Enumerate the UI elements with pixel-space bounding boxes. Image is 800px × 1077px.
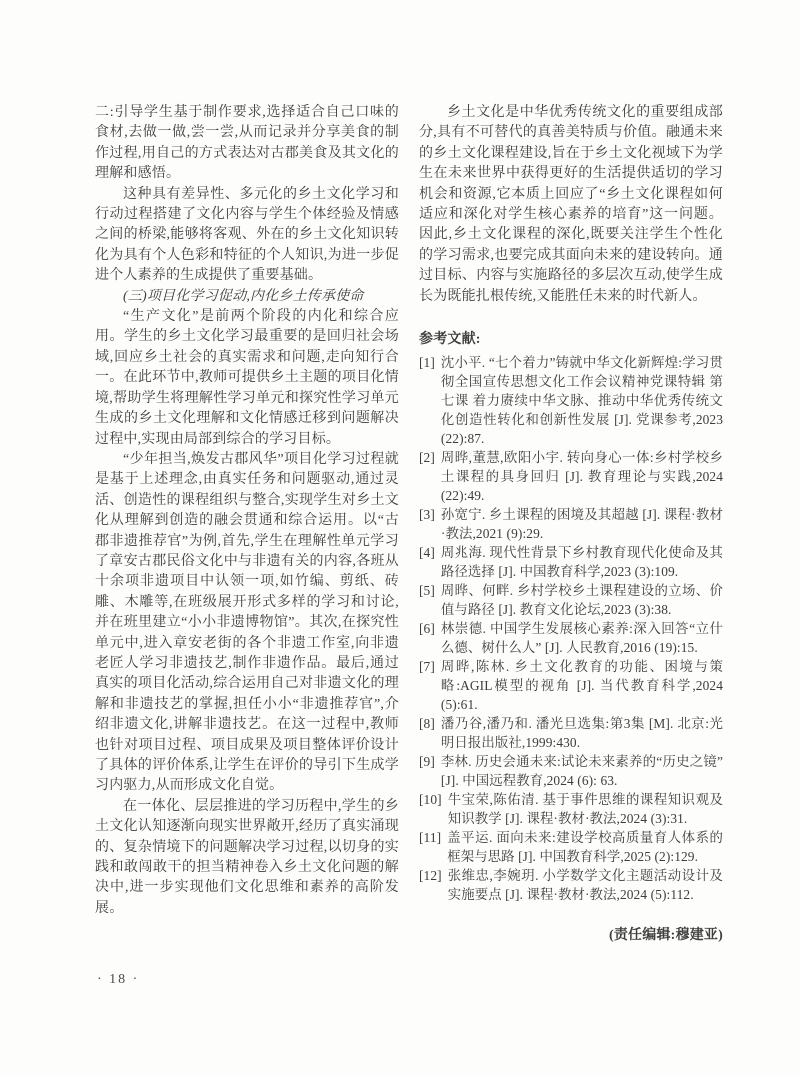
right-column [419,103,723,947]
two-column-layout [95,103,723,947]
reference-label: [3] [419,507,435,523]
reference-item [419,619,723,657]
reference-text: 沈小平. “七个着力”铸就中华文化新辉煌:学习贯彻全国宣传思想文化工作会议精神党课特辑 第七课 着力赓续中华文脉、推动中华优秀传统文化创造性转化和创新性发展 [J]. 党课参考,2023 (22):87. [440,355,723,447]
reference-text: 周兆海. 现代性背景下乡村教育现代化使命及其路径选择 [J]. 中国教育科学,2023 (3):109. [440,545,723,580]
reference-text: 李林. 历史会通未来:试论未来素养的“历史之镜” [J]. 中国远程教育,2024 (6): 63. [440,754,723,789]
reference-item [419,752,723,790]
paragraph: 这种具有差异性、多元化的乡土文化学习和行动过程搭建了文化内容与学生个体经验及情感之间的桥梁,能够将客观、外在的乡土文化知识转化为具有个人色彩和特征的个人知识,为进一步促进个人素养的生成提供了重要基础。 [95,186,399,284]
reference-label: [6] [419,621,435,637]
reference-item [419,714,723,752]
reference-text: 孙宽宁. 乡土课程的困境及其超越 [J]. 课程·教材·教法,2021 (9):29. [440,507,723,542]
reference-label: [4] [419,545,435,561]
reference-item [419,353,723,448]
reference-label: [5] [419,583,435,599]
reference-text: 张维忠,李婉玥. 小学数学文化主题活动设计及实施要点 [J]. 课程·教材·教法,2024 (5):112. [447,868,723,903]
reference-text: 周晔、何畔. 乡村学校乡土课程建设的立场、价值与路径 [J]. 教育文化论坛,2023 (3):38. [440,583,723,618]
editor-note: (责任编辑:穆建亚) [609,928,723,944]
reference-text: 周晔,陈林. 乡土文化教育的功能、困境与策略:AGIL模型的视角 [J]. 当代教育科学,2024 (5):61. [440,659,723,713]
reference-item [419,505,723,543]
reference-text: 盖平运. 面向未来:建设学校高质量育人体系的框架与思路 [J]. 中国教育科学,2025 (2):129. [447,830,723,865]
reference-label: [8] [419,716,435,732]
paragraph: “生产文化”是前两个阶段的内化和综合应用。学生的乡土文化学习最重要的是回归社会场域,回应乡土社会的真实需求和问题,走向知行合一。在此环节中,教师可提供乡土主题的项目化情境,帮助学生将理解性学习单元和探究性学习单元生成的乡土文化理解和文化情感迁移到问题解决过程中,实现由局部到综合的学习目标。 [95,309,399,447]
reference-text: 牛宝荣,陈佑清. 基于事件思维的课程知识观及知识教学 [J]. 课程·教材·教法,2024 (3):31. [447,792,723,827]
reference-text: 周晔,董慧,欧阳小宇. 转向身心一体:乡村学校乡土课程的具身回归 [J]. 教育理论与实践,2024 (22):49. [440,450,723,504]
reference-item [419,543,723,581]
paragraph: 二:引导学生基于制作要求,选择适合自己口味的食材,去做一做,尝一尝,从而记录并分享美食的制作过程,用自己的方式表达对古郡美食及其文化的理解和感悟。 [95,105,399,182]
reference-label: [2] [419,450,435,466]
reference-item [419,657,723,714]
reference-text: 潘乃谷,潘乃和. 潘光旦选集:第3集 [M]. 北京:光明日报出版社,1999:430. [440,716,723,751]
reference-label: [12] [419,868,442,884]
reference-item [419,790,723,828]
paragraph: 在一体化、层层推进的学习历程中,学生的乡土文化认知逐渐向现实世界敞开,经历了真实涌现的、复杂情境下的问题解决学习过程,以切身的实践和敢闯敢干的担当精神卷入乡土文化问题的解决中,进一步实现他们文化思维和素养的高阶发展。 [95,798,399,916]
reference-label: [11] [419,830,442,846]
section-heading: (三)项目化学习促动,内化乡土传承使命 [123,288,364,304]
paragraph: 乡土文化是中华优秀传统文化的重要组成部分,具有不可替代的真善美特质与价值。融通未来的乡土文化课程建设,旨在于乡土文化视域下为学生在未来世界中获得更好的生活提供适切的学习机会和资源,它本质上回应了“乡土文化课程如何适应和深化对学生核心素养的培育”这一问题。因此,乡土文化课程的深化,既要关注学生个性化的学习需求,也要完成其面向未来的建设转向。通过目标、内容与实施路径的多层次互动,使学生成长为既能扎根传统,又能胜任未来的时代新人。 [419,105,723,304]
reference-item [419,448,723,505]
reference-label: [7] [419,659,435,675]
reference-item [419,581,723,619]
reference-label: [10] [419,792,442,808]
references-heading: 参考文献: [419,332,481,348]
page-number: · 18 · [97,972,140,987]
left-column [95,103,399,947]
reference-item [419,828,723,866]
paragraph: “少年担当,焕发古郡风华”项目化学习过程就是基于上述理念,由真实任务和问题驱动,通过灵活、创造性的课程组织与整合,实现学生对乡土文化从理解到创造的融会贯通和综合运用。以“古郡非遗推荐官”为例,首先,学生在理解性单元学习了章安古郡民俗文化中与非遗有关的内容,各班从十余项非遗项目中认领一项,如竹编、剪纸、砖雕、木雕等,在班级展开形式多样的学习和讨论,并在班里建立“小小非遗博物馆”。其次,在探究性单元中,进入章安老街的各个非遗工作室,向非遗老匠人学习非遗技艺,制作非遗作品。最后,通过真实的项目化活动,综合运用自己对非遗文化的理解和非遗技艺的掌握,担任小小“非遗推荐官”,介绍非遗文化,讲解非遗技艺。在这一过程中,教师也针对项目过程、项目成果及项目整体评价设计了具体的评价体系,让学生在评价的导引下生成学习内驱力,从而形成文化自觉。 [95,451,399,794]
reference-item [419,866,723,904]
reference-label: [1] [419,355,435,371]
reference-text: 林崇德. 中国学生发展核心素养:深入回答“立什么德、树什么人” [J]. 人民教育,2016 (19):15. [440,621,723,656]
reference-label: [9] [419,754,435,770]
